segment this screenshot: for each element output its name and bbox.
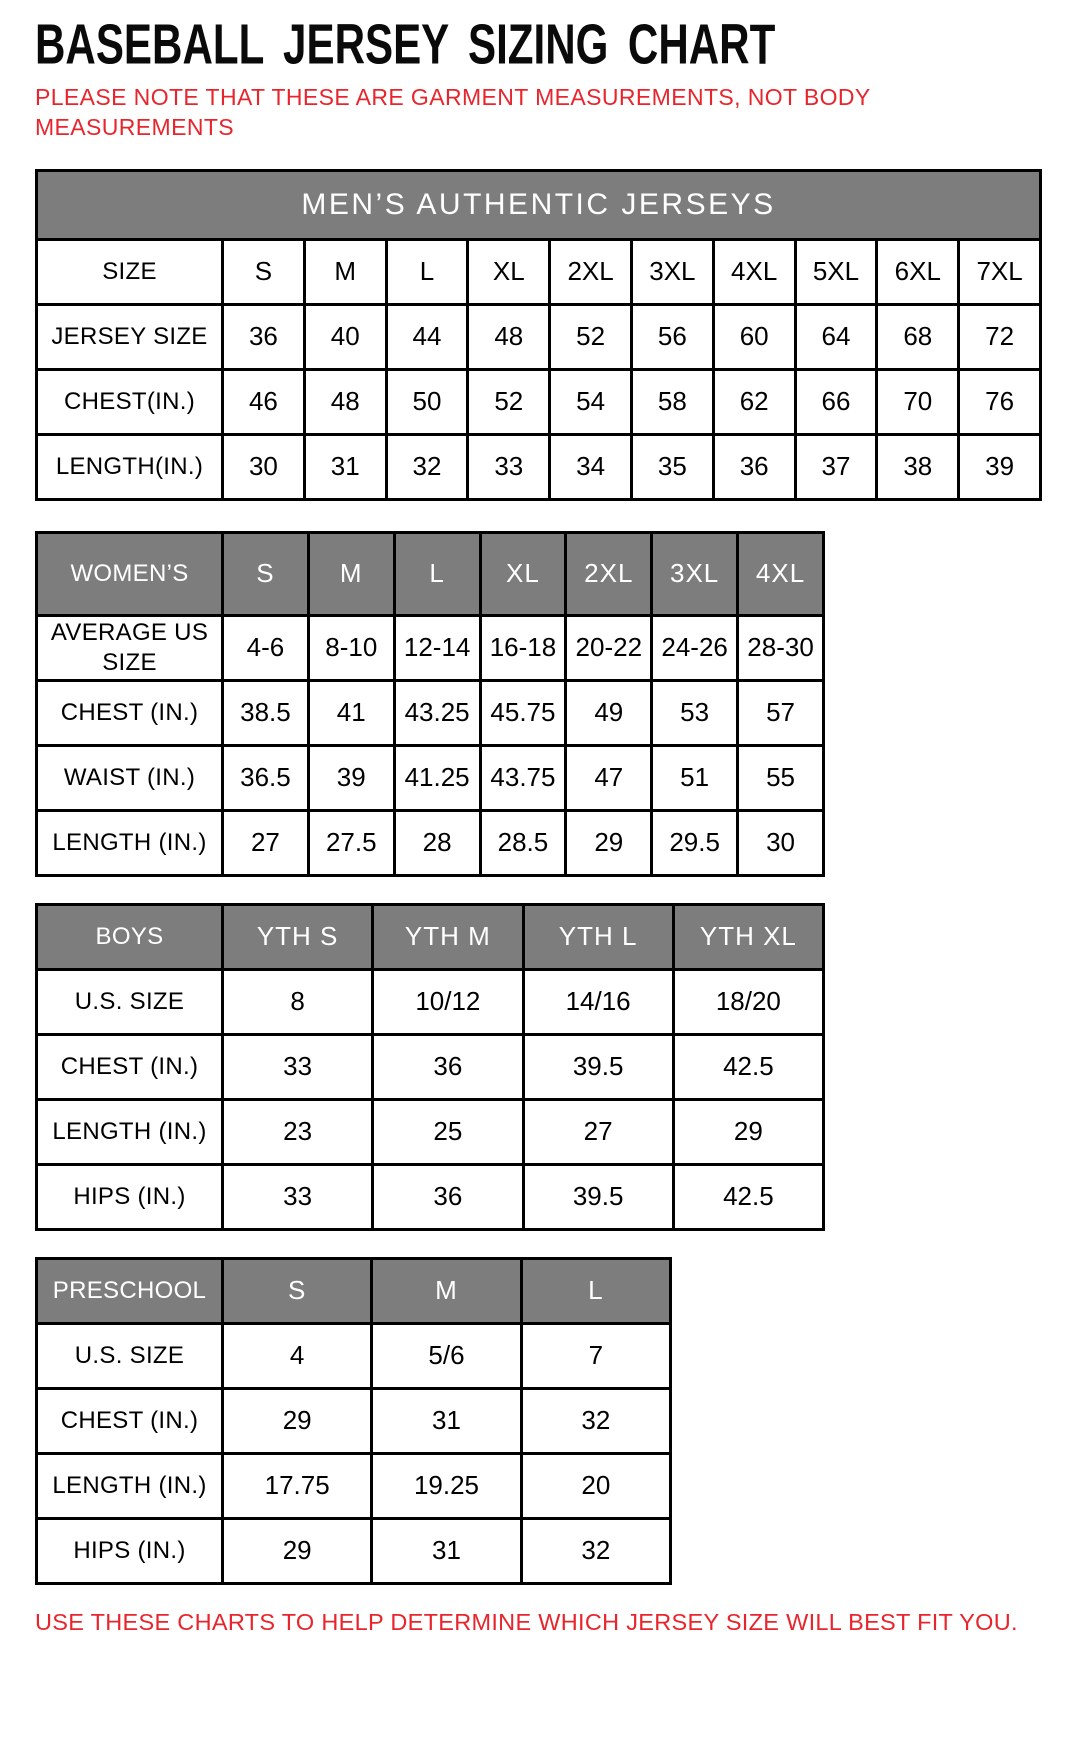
preschool-value-0-2: 7 bbox=[521, 1323, 670, 1388]
preschool-row-label-2: LENGTH (IN.) bbox=[37, 1453, 223, 1518]
preschool-value-1-2: 32 bbox=[521, 1388, 670, 1453]
mens-value-3-7: 37 bbox=[795, 434, 877, 499]
mens-value-3-6: 36 bbox=[713, 434, 795, 499]
boys-size-header-1: YTH M bbox=[373, 904, 523, 969]
mens-value-2-7: 66 bbox=[795, 369, 877, 434]
boys-value-1-2: 39.5 bbox=[523, 1034, 673, 1099]
garment-measurement-note: PLEASE NOTE THAT THESE ARE GARMENT MEASUREMENTS, NOT BODY MEASUREMENTS bbox=[35, 84, 871, 141]
womens-value-2-4: 47 bbox=[566, 745, 652, 810]
preschool-value-0-1: 5/6 bbox=[372, 1323, 521, 1388]
boys-value-3-3: 42.5 bbox=[673, 1164, 823, 1229]
mens-value-2-1: 48 bbox=[304, 369, 386, 434]
womens-row-label-2: WAIST (IN.) bbox=[37, 745, 223, 810]
womens-value-1-1: 41 bbox=[308, 680, 394, 745]
womens-value-0-6: 28-30 bbox=[738, 615, 824, 680]
boys-size-header-3: YTH XL bbox=[673, 904, 823, 969]
preschool-value-2-0: 17.75 bbox=[223, 1453, 372, 1518]
mens-value-3-3: 33 bbox=[468, 434, 550, 499]
womens-value-0-5: 24-26 bbox=[652, 615, 738, 680]
womens-value-0-1: 8-10 bbox=[308, 615, 394, 680]
boys-value-0-3: 18/20 bbox=[673, 969, 823, 1034]
boys-header-label: BOYS bbox=[37, 904, 223, 969]
mens-value-3-5: 35 bbox=[631, 434, 713, 499]
womens-size-header-0: S bbox=[223, 532, 309, 615]
womens-value-3-4: 29 bbox=[566, 810, 652, 875]
womens-value-3-6: 30 bbox=[738, 810, 824, 875]
womens-value-1-6: 57 bbox=[738, 680, 824, 745]
womens-size-header-4: 2XL bbox=[566, 532, 652, 615]
preschool-value-3-2: 32 bbox=[521, 1518, 670, 1583]
mens-row-1 bbox=[37, 304, 1041, 369]
womens-value-0-2: 12-14 bbox=[394, 615, 480, 680]
mens-value-1-4: 52 bbox=[550, 304, 632, 369]
preschool-value-1-0: 29 bbox=[223, 1388, 372, 1453]
mens-value-2-2: 50 bbox=[386, 369, 468, 434]
womens-value-2-5: 51 bbox=[652, 745, 738, 810]
mens-value-0-9: 7XL bbox=[959, 239, 1041, 304]
womens-value-2-0: 36.5 bbox=[223, 745, 309, 810]
preschool-row-0 bbox=[37, 1323, 671, 1388]
mens-sizing-table bbox=[35, 169, 1042, 501]
preschool-size-header-0: S bbox=[223, 1258, 372, 1323]
womens-value-2-6: 55 bbox=[738, 745, 824, 810]
boys-value-2-1: 25 bbox=[373, 1099, 523, 1164]
boys-row-label-3: HIPS (IN.) bbox=[37, 1164, 223, 1229]
preschool-row-label-0: U.S. SIZE bbox=[37, 1323, 223, 1388]
preschool-value-3-1: 31 bbox=[372, 1518, 521, 1583]
womens-value-0-0: 4-6 bbox=[223, 615, 309, 680]
boys-value-1-0: 33 bbox=[223, 1034, 373, 1099]
mens-value-2-0: 46 bbox=[223, 369, 305, 434]
boys-value-3-0: 33 bbox=[223, 1164, 373, 1229]
womens-value-1-5: 53 bbox=[652, 680, 738, 745]
boys-value-1-3: 42.5 bbox=[673, 1034, 823, 1099]
mens-value-2-9: 76 bbox=[959, 369, 1041, 434]
preschool-value-0-0: 4 bbox=[223, 1323, 372, 1388]
mens-value-0-0: S bbox=[223, 239, 305, 304]
womens-value-3-5: 29.5 bbox=[652, 810, 738, 875]
mens-row-3 bbox=[37, 434, 1041, 499]
mens-title-row bbox=[37, 170, 1041, 239]
womens-row-2 bbox=[37, 745, 824, 810]
mens-value-2-5: 58 bbox=[631, 369, 713, 434]
mens-value-0-7: 5XL bbox=[795, 239, 877, 304]
mens-value-2-3: 52 bbox=[468, 369, 550, 434]
preschool-row-2 bbox=[37, 1453, 671, 1518]
mens-value-1-3: 48 bbox=[468, 304, 550, 369]
mens-value-3-9: 39 bbox=[959, 434, 1041, 499]
womens-row-label-1: CHEST (IN.) bbox=[37, 680, 223, 745]
preschool-value-1-1: 31 bbox=[372, 1388, 521, 1453]
mens-value-3-2: 32 bbox=[386, 434, 468, 499]
boys-size-header-0: YTH S bbox=[223, 904, 373, 969]
mens-row-2 bbox=[37, 369, 1041, 434]
mens-value-1-5: 56 bbox=[631, 304, 713, 369]
mens-value-0-4: 2XL bbox=[550, 239, 632, 304]
mens-value-1-1: 40 bbox=[304, 304, 386, 369]
preschool-row-3 bbox=[37, 1518, 671, 1583]
preschool-row-1 bbox=[37, 1388, 671, 1453]
womens-size-header-2: L bbox=[394, 532, 480, 615]
mens-value-1-2: 44 bbox=[386, 304, 468, 369]
mens-value-0-1: M bbox=[304, 239, 386, 304]
boys-value-1-1: 36 bbox=[373, 1034, 523, 1099]
mens-row-0 bbox=[37, 239, 1041, 304]
boys-value-2-3: 29 bbox=[673, 1099, 823, 1164]
preschool-header-label: PRESCHOOL bbox=[37, 1258, 223, 1323]
womens-header-label: WOMEN’S bbox=[37, 532, 223, 615]
boys-value-2-0: 23 bbox=[223, 1099, 373, 1164]
mens-value-0-8: 6XL bbox=[877, 239, 959, 304]
mens-value-3-1: 31 bbox=[304, 434, 386, 499]
womens-value-1-0: 38.5 bbox=[223, 680, 309, 745]
boys-row-label-0: U.S. SIZE bbox=[37, 969, 223, 1034]
mens-row-label-2: CHEST(IN.) bbox=[37, 369, 223, 434]
mens-value-2-8: 70 bbox=[877, 369, 959, 434]
mens-value-0-5: 3XL bbox=[631, 239, 713, 304]
preschool-size-header-1: M bbox=[372, 1258, 521, 1323]
boys-row-2 bbox=[37, 1099, 824, 1164]
womens-value-3-3: 28.5 bbox=[480, 810, 566, 875]
mens-value-1-0: 36 bbox=[223, 304, 305, 369]
womens-value-2-2: 41.25 bbox=[394, 745, 480, 810]
womens-value-3-0: 27 bbox=[223, 810, 309, 875]
boys-table-container bbox=[35, 903, 1042, 1231]
boys-value-0-0: 8 bbox=[223, 969, 373, 1034]
preschool-table-container bbox=[35, 1257, 1042, 1585]
mens-value-0-3: XL bbox=[468, 239, 550, 304]
womens-value-1-4: 49 bbox=[566, 680, 652, 745]
womens-sizing-table bbox=[35, 531, 825, 877]
boys-value-3-1: 36 bbox=[373, 1164, 523, 1229]
boys-value-3-2: 39.5 bbox=[523, 1164, 673, 1229]
boys-sizing-table bbox=[35, 903, 825, 1231]
preschool-value-3-0: 29 bbox=[223, 1518, 372, 1583]
mens-table-container bbox=[35, 169, 1042, 501]
mens-value-3-0: 30 bbox=[223, 434, 305, 499]
mens-row-label-0: SIZE bbox=[37, 239, 223, 304]
boys-value-0-1: 10/12 bbox=[373, 969, 523, 1034]
womens-size-header-1: M bbox=[308, 532, 394, 615]
womens-value-2-3: 43.75 bbox=[480, 745, 566, 810]
womens-table-container bbox=[35, 531, 1042, 877]
mens-row-label-1: JERSEY SIZE bbox=[37, 304, 223, 369]
page-title bbox=[35, 13, 1042, 77]
preschool-value-2-2: 20 bbox=[521, 1453, 670, 1518]
preschool-row-label-1: CHEST (IN.) bbox=[37, 1388, 223, 1453]
womens-size-header-3: XL bbox=[480, 532, 566, 615]
womens-row-label-3: LENGTH (IN.) bbox=[37, 810, 223, 875]
boys-size-header-2: YTH L bbox=[523, 904, 673, 969]
womens-header-row bbox=[37, 532, 824, 615]
womens-row-3 bbox=[37, 810, 824, 875]
womens-value-3-2: 28 bbox=[394, 810, 480, 875]
boys-row-3 bbox=[37, 1164, 824, 1229]
boys-value-0-2: 14/16 bbox=[523, 969, 673, 1034]
mens-value-1-9: 72 bbox=[959, 304, 1041, 369]
footer-note: USE THESE CHARTS TO HELP DETERMINE WHICH JERSEY SIZE WILL BEST FIT YOU. bbox=[35, 1608, 1018, 1635]
boys-row-label-1: CHEST (IN.) bbox=[37, 1034, 223, 1099]
womens-value-3-1: 27.5 bbox=[308, 810, 394, 875]
mens-value-3-4: 34 bbox=[550, 434, 632, 499]
mens-value-3-8: 38 bbox=[877, 434, 959, 499]
mens-value-0-6: 4XL bbox=[713, 239, 795, 304]
boys-row-label-2: LENGTH (IN.) bbox=[37, 1099, 223, 1164]
womens-size-header-5: 3XL bbox=[652, 532, 738, 615]
mens-value-2-4: 54 bbox=[550, 369, 632, 434]
boys-value-2-2: 27 bbox=[523, 1099, 673, 1164]
mens-value-2-6: 62 bbox=[713, 369, 795, 434]
boys-row-1 bbox=[37, 1034, 824, 1099]
womens-value-0-3: 16-18 bbox=[480, 615, 566, 680]
womens-row-0 bbox=[37, 615, 824, 680]
mens-table-title: MEN’S AUTHENTIC JERSEYS bbox=[37, 170, 1041, 239]
mens-value-0-2: L bbox=[386, 239, 468, 304]
womens-value-1-3: 45.75 bbox=[480, 680, 566, 745]
boys-header-row bbox=[37, 904, 824, 969]
womens-row-label-0: AVERAGE US SIZE bbox=[37, 615, 223, 680]
mens-row-label-3: LENGTH(IN.) bbox=[37, 434, 223, 499]
womens-value-1-2: 43.25 bbox=[394, 680, 480, 745]
preschool-size-header-2: L bbox=[521, 1258, 670, 1323]
preschool-value-2-1: 19.25 bbox=[372, 1453, 521, 1518]
boys-row-0 bbox=[37, 969, 824, 1034]
womens-size-header-6: 4XL bbox=[738, 532, 824, 615]
preschool-sizing-table bbox=[35, 1257, 672, 1585]
womens-value-0-4: 20-22 bbox=[566, 615, 652, 680]
page-title-text: BASEBALL JERSEY SIZING CHART bbox=[35, 13, 776, 77]
mens-value-1-6: 60 bbox=[713, 304, 795, 369]
womens-row-1 bbox=[37, 680, 824, 745]
mens-value-1-7: 64 bbox=[795, 304, 877, 369]
preschool-row-label-3: HIPS (IN.) bbox=[37, 1518, 223, 1583]
womens-value-2-1: 39 bbox=[308, 745, 394, 810]
mens-value-1-8: 68 bbox=[877, 304, 959, 369]
preschool-header-row bbox=[37, 1258, 671, 1323]
